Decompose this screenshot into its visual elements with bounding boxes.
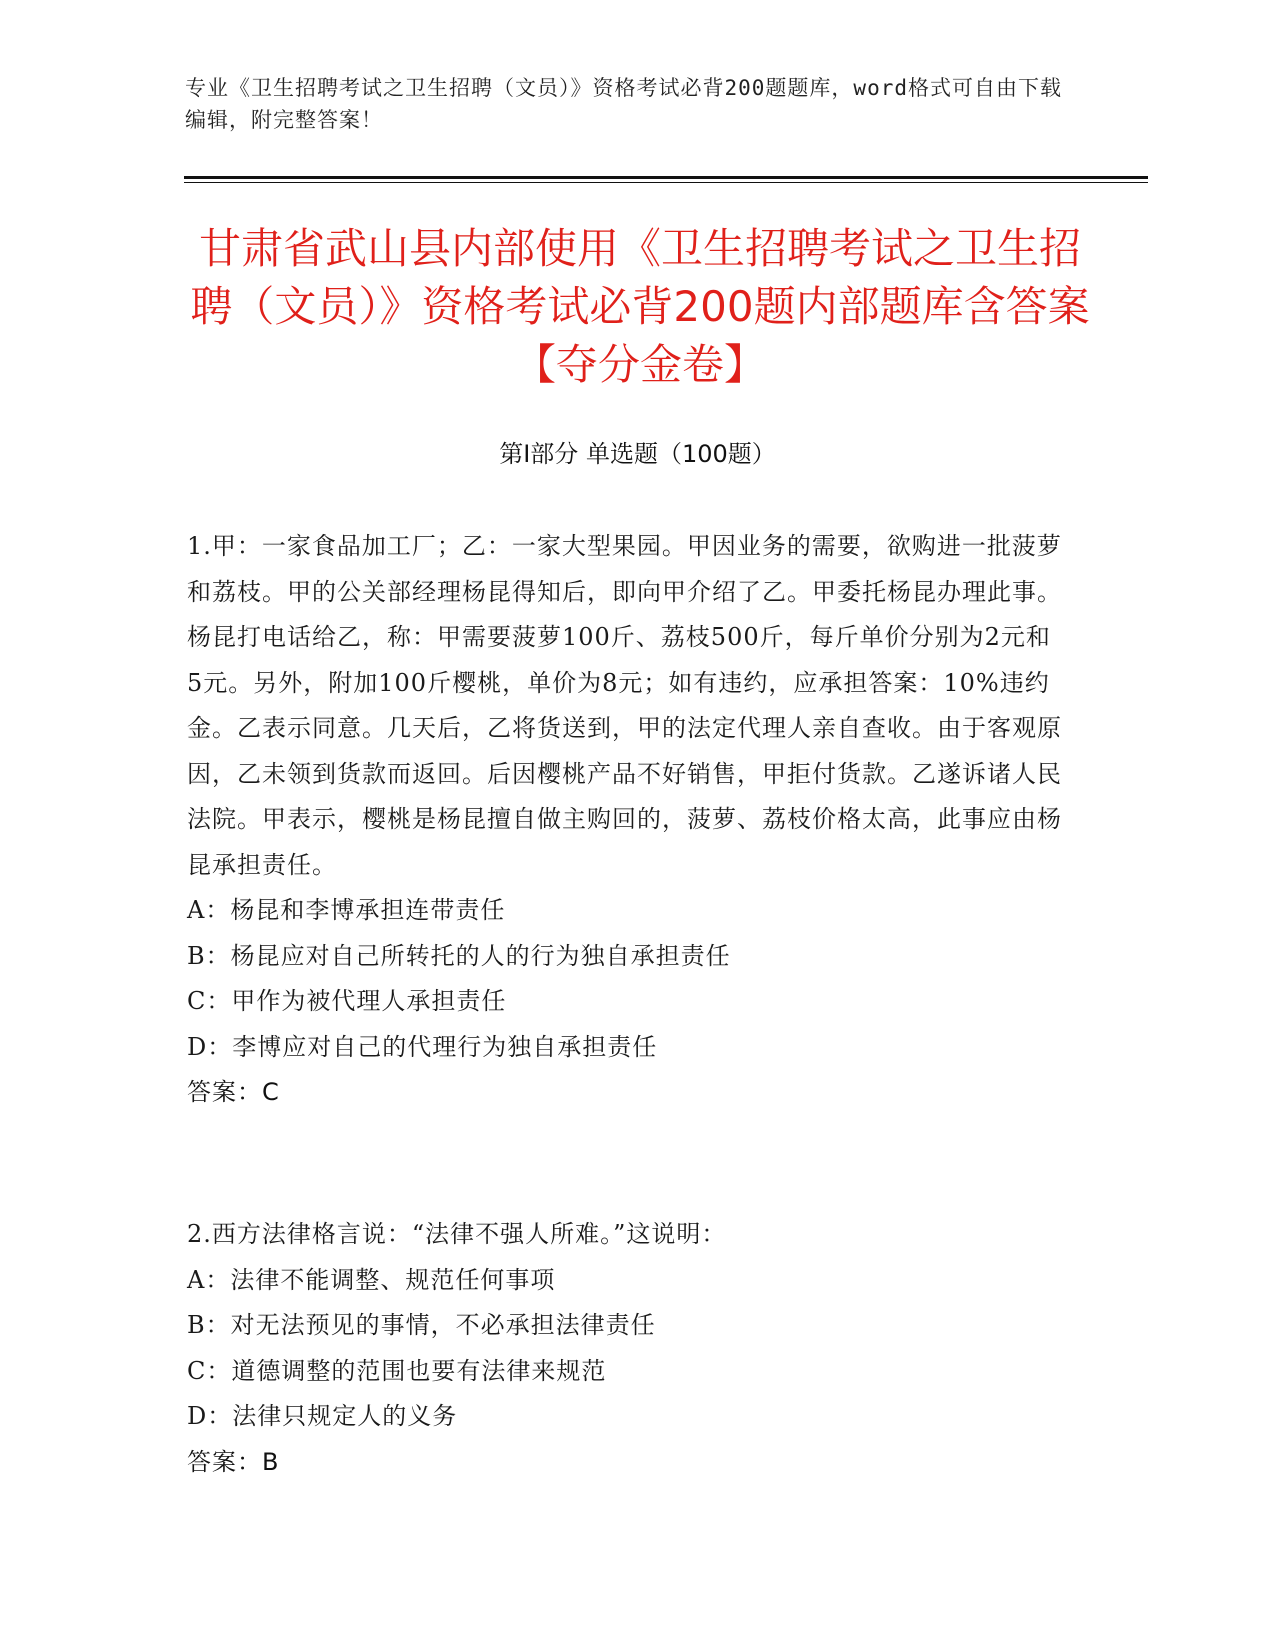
answer-label: 答案：B xyxy=(187,1447,280,1476)
option-a: A：杨昆和李博承担连带责任 xyxy=(187,896,506,924)
header-divider-thin xyxy=(184,182,1148,183)
header-divider-thick xyxy=(184,176,1148,179)
question-stem: 1.甲：一家食品加工厂；乙：一家大型果园。甲因业务的需要，欲购进一批菠萝和荔枝。甲的公关部经理杨昆得知后，即向甲介绍了乙。甲委托杨昆办理此事。杨昆打电话给乙，称：甲需要菠萝100斤、荔枝500斤，每斤单价分别为2元和5元。另外，附加100斤樱桃，单价为8元；如有违约，应承担答案：10%违约金。乙表示同意。几天后，乙将货送到，甲的法定代理人亲自查收。由于客观原因，乙未领到货款而返回。后因樱桃产品不好销售，甲拒付货款。乙遂诉诸人民法院。甲表示，樱桃是杨昆擅自做主购回的，菠萝、荔枝价格太高，此事应由杨昆承担责任。 xyxy=(187,532,1062,879)
option-c: C：甲作为被代理人承担责任 xyxy=(187,987,507,1015)
answer-label: 答案：C xyxy=(187,1078,280,1106)
option-c: C：道德调整的范围也要有法律来规范 xyxy=(187,1356,607,1385)
header-note: 专业《卫生招聘考试之卫生招聘（文员）》资格考试必背200题题库，word格式可自由下载编辑，附完整答案！ xyxy=(185,76,1062,132)
section-title: 第Ⅰ部分 单选题（100题） xyxy=(499,440,776,468)
option-d: D：法律只规定人的义务 xyxy=(187,1402,458,1430)
question-2 xyxy=(187,1212,1067,1485)
option-b: B：杨昆应对自己所转托的人的行为独自承担责任 xyxy=(187,941,731,970)
question-1 xyxy=(187,524,1067,1116)
question-stem: 2.西方法律格言说：“法律不强人所难。”这说明： xyxy=(187,1220,727,1248)
option-b: B：对无法预见的事情，不必承担法律责任 xyxy=(187,1311,656,1339)
document-title: 甘肃省武山县内部使用《卫生招聘考试之卫生招聘（文员）》资格考试必背200题内部题库含答案【夺分金卷】 xyxy=(190,224,1090,389)
option-a: A：法律不能调整、规范任何事项 xyxy=(187,1265,556,1294)
option-d: D：李博应对自己的代理行为独自承担责任 xyxy=(187,1032,658,1061)
